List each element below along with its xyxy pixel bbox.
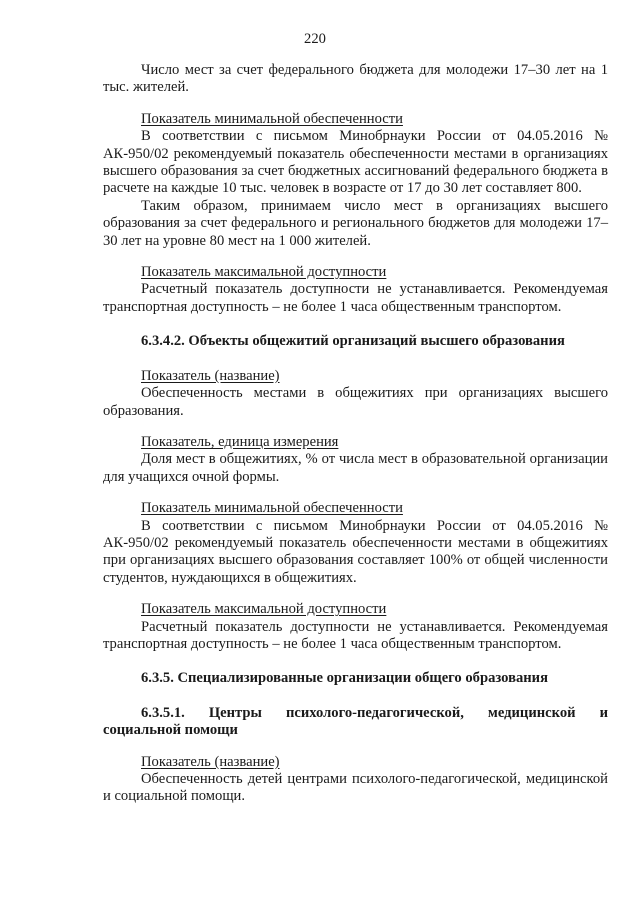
indicator-name-paragraph: Обеспеченность местами в общежитиях при организациях высшего образования. xyxy=(103,385,608,419)
document-body xyxy=(103,62,608,806)
indicator-name-heading: Показатель (название) xyxy=(141,367,280,384)
dorm-max-access-heading: Показатель максимальной доступности xyxy=(141,601,387,618)
max-access-heading: Показатель максимальной доступности xyxy=(141,264,387,281)
min-provision-paragraph: В соответствии с письмом Минобрнауки России от 04.05.2016 № АК-950/02 рекомендуемый показатель обеспеченности местами в организациях высшего образования за счет бюджетных ассигнований федерального бюджета в расчете на каждые 10 тыс. человек в возрасте от 17 до 30 лет составляет 800. xyxy=(103,128,608,197)
dorm-min-provision-paragraph: В соответствии с письмом Минобрнауки России от 04.05.2016 № АК-950/02 рекомендуемый показатель обеспеченности местами в общежитиях при организациях высшего образования составляет 100% от общей численности студентов, нуждающихся в общежитиях. xyxy=(103,517,608,586)
dorm-min-provision-heading: Показатель минимальной обеспеченности xyxy=(141,500,403,517)
dorm-max-access-paragraph: Расчетный показатель доступности не устанавливается. Рекомендуемая транспортная доступность – не более 1 часа общественным транспортом. xyxy=(103,618,608,652)
max-access-paragraph: Расчетный показатель доступности не устанавливается. Рекомендуемая транспортная доступность – не более 1 часа общественным транспортом. xyxy=(103,281,608,315)
section-6-3-5-title: 6.3.5. Специализированные организации общего образования xyxy=(141,670,548,687)
page-number: 220 xyxy=(304,31,326,47)
indicator-unit-paragraph: Доля мест в общежитиях, % от числа мест в образовательной организации для учащихся очной формы. xyxy=(103,451,608,485)
centers-indicator-heading: Показатель (название) xyxy=(141,753,280,770)
intro-paragraph: Число мест за счет федерального бюджета для молодежи 17–30 лет на 1 тыс. жителей. xyxy=(103,62,608,96)
section-6-3-4-2-title: 6.3.4.2. Объекты общежитий организаций высшего образования xyxy=(141,333,565,350)
indicator-unit-heading: Показатель, единица измерения xyxy=(141,433,339,450)
section-6-3-5-1-title: 6.3.5.1. Центры психолого-педагогической, медицинской и социальной помощи xyxy=(103,704,608,739)
min-provision-heading: Показатель минимальной обеспеченности xyxy=(141,110,403,127)
conclusion-paragraph: Таким образом, принимаем число мест в организациях высшего образования за счет федерального и регионального бюджетов для молодежи 17–30 лет на уровне 80 мест на 1 000 жителей. xyxy=(103,197,608,249)
centers-indicator-paragraph: Обеспеченность детей центрами психолого-педагогической, медицинской и социальной помощи. xyxy=(103,771,608,805)
